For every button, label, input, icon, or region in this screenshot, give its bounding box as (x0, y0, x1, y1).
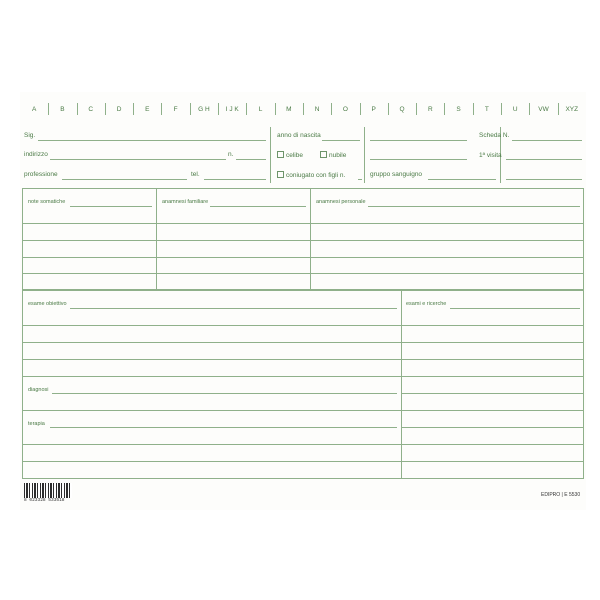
single-female-option[interactable]: nubile (320, 151, 346, 159)
diagnosis-field[interactable] (52, 393, 397, 394)
ruled-line (22, 376, 584, 377)
tab-letter[interactable]: P (360, 100, 388, 120)
address-field[interactable] (50, 159, 226, 160)
tab-letter[interactable]: G H (190, 100, 218, 120)
first-visit-field[interactable] (506, 159, 582, 160)
tab-letter[interactable]: L (246, 100, 274, 120)
somatic-notes-field[interactable] (70, 206, 152, 207)
profession-field[interactable] (62, 179, 187, 180)
children-field[interactable] (358, 179, 362, 180)
barcode-number: 8 023328 533518 (24, 498, 65, 503)
tests-field[interactable] (450, 308, 580, 309)
diagnosis-label: diagnosi (28, 387, 49, 393)
address-label: indirizzo (24, 151, 48, 158)
extra-field[interactable] (370, 140, 467, 141)
brand-code: EDIPRO | E 5530 (541, 492, 581, 498)
ruled-line (22, 240, 584, 241)
profession-label: professione (24, 171, 58, 178)
single-male-option[interactable]: celibe (277, 151, 303, 159)
anamnesis-table (22, 188, 584, 290)
sig-field[interactable] (38, 140, 266, 141)
number-field[interactable] (236, 159, 266, 160)
extra-field[interactable] (506, 179, 582, 180)
birth-year-field[interactable] (322, 140, 360, 141)
table-divider (310, 188, 311, 290)
alphabet-index (20, 100, 586, 120)
table-divider (401, 290, 402, 479)
objective-exam-label: esame obiettivo (28, 301, 67, 307)
ruled-line (22, 410, 584, 411)
tab-letter[interactable]: O (331, 100, 359, 120)
tab-letter[interactable]: VW (529, 100, 557, 120)
personal-history-label: anamnesi personale (316, 199, 366, 205)
header-divider (364, 127, 365, 183)
exam-table (22, 290, 584, 479)
ruled-line (22, 273, 584, 274)
extra-field[interactable] (370, 159, 467, 160)
personal-history-field[interactable] (368, 206, 580, 207)
ruled-line (22, 444, 584, 445)
ruled-line (22, 359, 584, 360)
family-history-field[interactable] (210, 206, 306, 207)
checkbox-icon (277, 151, 284, 158)
therapy-label: terapia (28, 421, 45, 427)
phone-field[interactable] (204, 179, 266, 180)
tab-letter[interactable]: M (275, 100, 303, 120)
first-visit-label: 1ª visita (479, 152, 502, 159)
ruled-line (22, 325, 584, 326)
ruled-line (22, 342, 584, 343)
tab-letter[interactable]: S (444, 100, 472, 120)
checkbox-icon (277, 171, 284, 178)
married-option[interactable]: coniugato con figli n. (277, 171, 345, 179)
blood-group-label: gruppo sanguigno (370, 171, 423, 178)
ruled-line (22, 461, 584, 462)
tab-letter[interactable]: R (416, 100, 444, 120)
tab-letter[interactable]: E (133, 100, 161, 120)
tab-letter[interactable]: D (105, 100, 133, 120)
checkbox-icon (320, 151, 327, 158)
tests-label: esami e ricerche (406, 301, 447, 307)
tab-letter[interactable]: U (501, 100, 529, 120)
ruled-line (401, 393, 584, 394)
tab-letter[interactable]: F (161, 100, 189, 120)
tab-letter[interactable]: B (48, 100, 76, 120)
sig-label: Sig. (24, 132, 36, 139)
tab-letter[interactable]: C (77, 100, 105, 120)
tab-letter[interactable]: Q (388, 100, 416, 120)
birth-year-label: anno di nascita (277, 132, 321, 139)
blood-group-field[interactable] (428, 179, 496, 180)
ruled-line (401, 427, 584, 428)
objective-exam-field[interactable] (70, 308, 397, 309)
tab-letter[interactable]: N (303, 100, 331, 120)
tab-letter[interactable]: XYZ (558, 100, 586, 120)
ruled-line (22, 223, 584, 224)
card-number-field[interactable] (512, 140, 582, 141)
table-divider (156, 188, 157, 290)
phone-label: tel. (191, 171, 200, 178)
barcode (24, 483, 72, 498)
tab-letter[interactable]: T (473, 100, 501, 120)
card-number-label: Scheda N. (479, 132, 510, 139)
family-history-label: anamnesi familiare (162, 199, 209, 205)
somatic-notes-label: note somatiche (28, 199, 66, 205)
header-divider (270, 127, 271, 183)
tab-letter[interactable]: I J K (218, 100, 246, 120)
number-label: n. (228, 151, 234, 158)
ruled-line (22, 257, 584, 258)
therapy-field[interactable] (50, 427, 397, 428)
tab-letter[interactable]: A (31, 106, 37, 113)
